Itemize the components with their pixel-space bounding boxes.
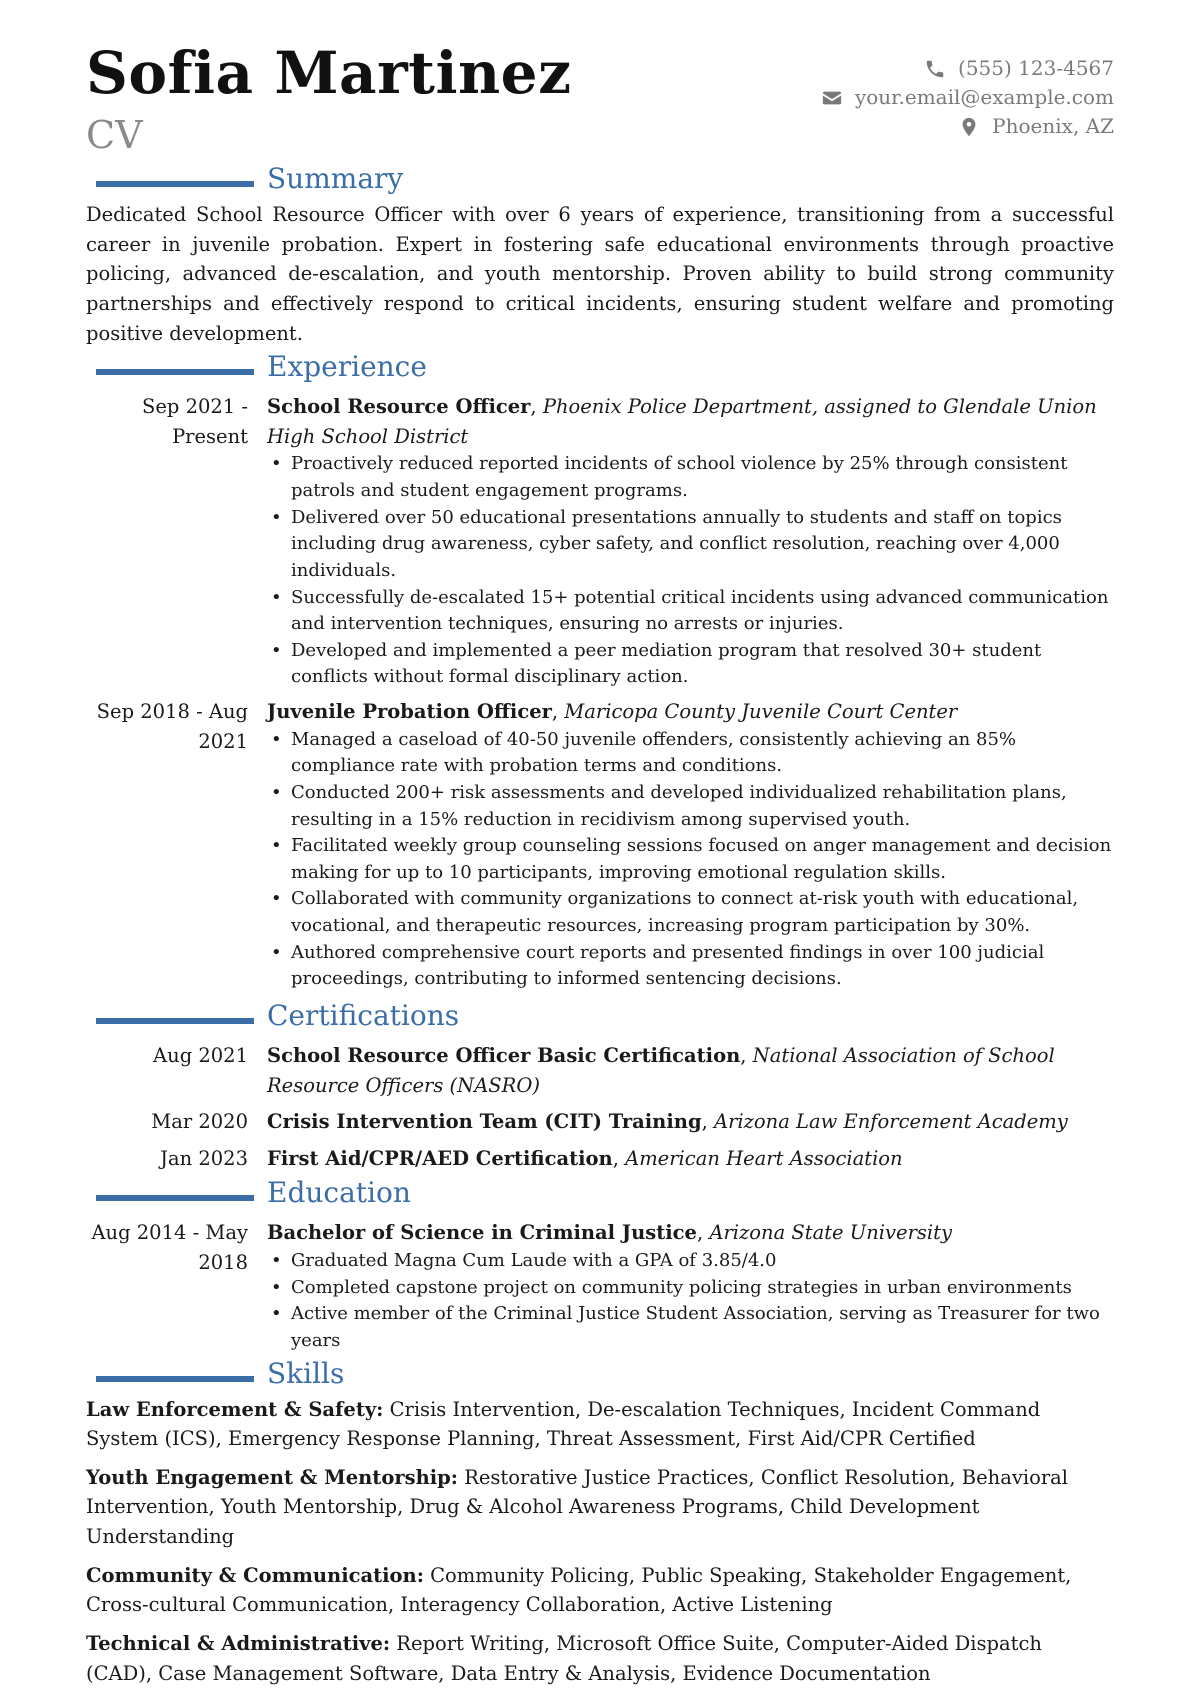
skill-group-items: Crisis Intervention, De-escalation Techniques, Incident Command System (ICS), Emergency Response Planning, Threat Assessment, First Aid/CPR Certified xyxy=(86,1397,1041,1451)
list-item: • Authored comprehensive court reports and presented findings in over 100 judicial proceedings, contributing to informed sentencing decisions. xyxy=(291,940,1114,993)
contact-location xyxy=(821,112,1114,141)
phone-icon xyxy=(924,58,946,80)
certification-name: First Aid/CPR/AED Certification xyxy=(267,1146,613,1170)
resume-page xyxy=(86,39,1114,1697)
list-item: • Collaborated with community organizations to connect at-risk youth with educational, vocational, and therapeutic resources, increasing program participation by 30%. xyxy=(291,886,1114,939)
skill-group xyxy=(86,1629,1114,1688)
list-item: • Managed a caseload of 40-50 juvenile offenders, consistently achieving an 85% compliance rate with probation terms and conditions. xyxy=(291,727,1114,780)
section-accent-bar xyxy=(96,1018,254,1024)
section-heading-education xyxy=(86,1176,1114,1214)
issuer: Arizona Law Enforcement Academy xyxy=(714,1110,1068,1134)
skill-group-label: Law Enforcement & Safety: xyxy=(86,1397,384,1421)
list-item: • Facilitated weekly group counseling sessions focused on anger management and decision making for up to 10 participants, improving emotional regulation skills. xyxy=(291,833,1114,886)
entry-body xyxy=(267,392,1114,691)
entry-heading: Juvenile Probation Officer, Maricopa County Juvenile Court Center xyxy=(267,700,958,723)
education-details xyxy=(267,1248,1114,1355)
contact-phone xyxy=(821,54,1114,83)
list-item: • Conducted 200+ risk assessments and developed individualized rehabilitation plans, resulting in a 15% reduction in recidivism among supervised youth. xyxy=(291,780,1114,833)
candidate-name: Sofia Martinez xyxy=(86,39,572,107)
experience-entry xyxy=(86,697,1114,993)
entry-heading: Bachelor of Science in Criminal Justice, Arizona State University xyxy=(267,1221,952,1245)
entry-date: Sep 2021 - Present xyxy=(142,395,248,448)
list-item: • Active member of the Criminal Justice Student Association, serving as Treasurer for two years xyxy=(291,1301,1114,1354)
issuer: National Association of School Resource Officers (NASRO) xyxy=(267,1043,1055,1097)
skill-group-items: Community Policing, Public Speaking, Stakeholder Engagement, Cross-cultural Communication, Interagency Collaboration, Active Listening xyxy=(86,1563,1072,1617)
skill-group xyxy=(86,1561,1114,1620)
list-item: • Developed and implemented a peer mediation program that resolved 30+ student conflicts without formal disciplinary action. xyxy=(291,638,1114,691)
section-title: Summary xyxy=(267,162,404,195)
section-accent-bar xyxy=(96,1376,254,1382)
achievement-list xyxy=(267,727,1114,993)
certification-entry xyxy=(86,1041,1114,1100)
section-accent-bar xyxy=(96,181,254,187)
contact-info xyxy=(821,54,1114,141)
job-title: Juvenile Probation Officer xyxy=(267,700,552,723)
location: Phoenix, AZ xyxy=(992,114,1114,138)
skill-group-items: Report Writing, Microsoft Office Suite, Computer-Aided Dispatch (CAD), Case Management Software, Data Entry & Analysis, Evidence Documentation xyxy=(86,1631,1042,1685)
list-item: • Successfully de-escalated 15+ potential critical incidents using advanced communication and intervention techniques, ensuring no arrests or injuries. xyxy=(291,585,1114,638)
entry-body: School Resource Officer Basic Certification, National Association of School Resource Officers (NASRO) xyxy=(267,1043,1055,1097)
achievement-list xyxy=(267,451,1114,691)
entry-body: Crisis Intervention Team (CIT) Training, Arizona Law Enforcement Academy xyxy=(267,1110,1068,1134)
entry-body: First Aid/CPR/AED Certification, American Heart Association xyxy=(267,1146,903,1170)
email-address[interactable]: your.email@example.com xyxy=(854,85,1114,109)
employer: Phoenix Police Department, assigned to Glendale Union High School District xyxy=(267,395,1097,448)
map-pin-icon xyxy=(958,116,980,138)
section-title: Experience xyxy=(267,350,427,384)
section-accent-bar xyxy=(96,1195,254,1201)
section-accent-bar xyxy=(96,369,254,375)
skill-group-label: Community & Communication: xyxy=(86,1563,424,1587)
certification-entry xyxy=(86,1144,1114,1174)
section-heading-summary xyxy=(86,162,1114,200)
institution: Arizona State University xyxy=(709,1221,952,1245)
entry-date: Mar 2020 xyxy=(151,1110,248,1134)
list-item: • Proactively reduced reported incidents of school violence by 25% through consistent patrols and student engagement programs. xyxy=(291,451,1114,504)
document-subtitle: CV xyxy=(86,113,143,157)
entry-date: Sep 2018 - Aug 2021 xyxy=(96,700,248,753)
certification-name: Crisis Intervention Team (CIT) Training xyxy=(267,1110,702,1134)
list-item: • Graduated Magna Cum Laude with a GPA of 3.85/4.0 xyxy=(291,1248,1114,1275)
entry-heading: School Resource Officer, Phoenix Police Department, assigned to Glendale Union High School District xyxy=(267,395,1097,448)
entry-date: Aug 2021 xyxy=(153,1043,248,1067)
entry-body xyxy=(267,697,1114,993)
issuer: American Heart Association xyxy=(625,1146,903,1170)
summary-text: Dedicated School Resource Officer with over 6 years of experience, transitioning from a successful career in juvenile probation. Expert in fostering safe educational environments through proactive policing, advanced de-escalation, and youth mentorship. Proven ability to build strong community partnerships and effectively respond to critical incidents, ensuring student welfare and promoting positive development. xyxy=(86,203,1114,345)
list-item: • Delivered over 50 educational presentations annually to students and staff on topics including drug awareness, cyber safety, and conflict resolution, reaching over 4,000 individuals. xyxy=(291,505,1114,585)
employer: Maricopa County Juvenile Court Center xyxy=(564,700,958,723)
entry-date: Jan 2023 xyxy=(160,1146,248,1170)
section-title: Skills xyxy=(267,1356,345,1390)
skill-group-items: Restorative Justice Practices, Conflict Resolution, Behavioral Intervention, Youth Mentorship, Drug & Alcohol Awareness Programs, Child Development Understanding xyxy=(86,1465,1069,1548)
section-heading-skills xyxy=(86,1356,1114,1395)
education-entry xyxy=(86,1218,1114,1354)
degree: Bachelor of Science in Criminal Justice xyxy=(267,1221,697,1245)
certification-name: School Resource Officer Basic Certification xyxy=(267,1043,741,1067)
entry-body xyxy=(267,1218,1114,1354)
section-heading-certifications xyxy=(86,998,1114,1037)
list-item: • Completed capstone project on community policing strategies in urban environments xyxy=(291,1275,1114,1302)
entry-date: Aug 2014 - May 2018 xyxy=(91,1221,248,1274)
section-heading-experience xyxy=(86,350,1114,388)
phone-number[interactable]: (555) 123-4567 xyxy=(958,56,1114,80)
envelope-icon xyxy=(821,87,843,109)
section-title: Education xyxy=(267,1176,411,1210)
skill-group xyxy=(86,1395,1114,1454)
experience-entry xyxy=(86,392,1114,691)
skill-group-label: Youth Engagement & Mentorship: xyxy=(86,1465,458,1489)
skill-group-label: Technical & Administrative: xyxy=(86,1631,391,1655)
section-title: Certifications xyxy=(267,998,460,1032)
contact-email xyxy=(821,83,1114,112)
skill-group xyxy=(86,1463,1114,1552)
certification-entry xyxy=(86,1107,1114,1137)
job-title: School Resource Officer xyxy=(267,395,531,419)
resume-header xyxy=(86,39,1114,157)
